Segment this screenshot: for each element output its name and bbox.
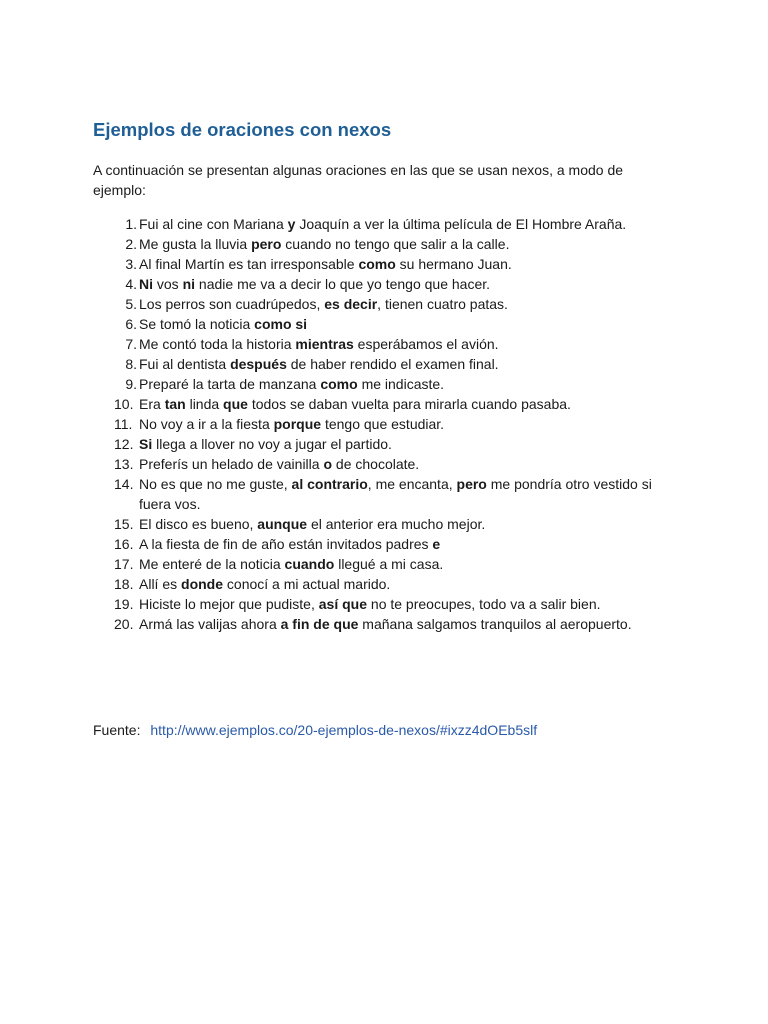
nexo-bold: como [320,376,358,392]
nexo-bold: a fin de que [280,616,359,632]
list-item-number: 6. [125,316,137,332]
list-item-number: 13. [114,456,134,472]
nexo-bold: porque [273,416,322,432]
list-item-number: 15. [114,516,134,532]
sentence-text: nadie me va a decir lo que yo tengo que hacer. [195,276,491,292]
sentence-text: conocí a mi actual marido. [223,576,391,592]
list-item [93,454,673,474]
list-item [93,294,673,314]
list-item-number: 14. [114,476,134,492]
nexo-bold: después [230,356,287,372]
nexo-bold: que [223,396,248,412]
sentence-text: no te preocupes, todo va a salir bien. [367,596,601,612]
nexo-bold: y [287,216,296,232]
sentence-text: vos [153,276,183,292]
sentence-text: Preferís un helado de vainilla [139,456,324,472]
sentence-text: Al final Martín es tan irresponsable [139,256,359,272]
nexo-bold: tan [164,396,186,412]
list-item [93,574,673,594]
source-link[interactable]: http://www.ejemplos.co/20-ejemplos-de-nexos/#ixzz4dOEb5slf [150,722,538,738]
nexo-bold: pero [251,236,282,252]
sentence-text: No voy a ir a la fiesta [139,416,274,432]
list-item-number: 2. [125,236,137,252]
sentence-text: tengo que estudiar. [321,416,445,432]
sentence-text: todos se daban vuelta para mirarla cuando pasaba. [247,396,571,412]
nexo-bold: como [358,256,396,272]
sentence-text: de haber rendido el examen final. [286,356,499,372]
nexo-bold: Ni [139,276,153,292]
list-item [93,214,673,234]
nexo-bold: aunque [257,516,308,532]
nexo-bold: donde [181,576,224,592]
nexo-bold: pero [456,476,487,492]
sentence-text: Preparé la tarta de manzana [139,376,321,392]
nexo-bold: Si [139,436,153,452]
nexo-bold: cuando [284,556,335,572]
list-item [93,614,673,634]
list-item [93,434,673,454]
sentence-text: Allí es [139,576,182,592]
intro-paragraph: A continuación se presentan algunas oraciones en las que se usan nexos, a modo de ejemplo: [93,162,624,198]
sentence-text: llegué a mi casa. [334,556,444,572]
sentence-text: Me enteré de la noticia [139,556,285,572]
nexo-bold: mientras [295,336,354,352]
sentence-text: , me encanta, [367,476,457,492]
list-item [93,554,673,574]
sentence-text: , tienen cuatro patas. [377,296,508,312]
sentence-text: Fui al dentista [139,356,231,372]
list-item [93,354,673,374]
list-item [93,374,673,394]
list-item [93,314,673,334]
list-item-number: 18. [114,576,134,592]
examples-list [93,214,673,634]
nexo-bold: así que [318,596,368,612]
sentence-text: mañana salgamos tranquilos al aeropuerto. [358,616,632,632]
sentence-text: llega a llover no voy a jugar el partido. [152,436,392,452]
sentence-text: me indicaste. [357,376,445,392]
document-body [93,118,673,634]
list-item-number: 12. [114,436,134,452]
list-item [93,334,673,354]
nexo-bold: o [323,456,333,472]
sentence-text: me pondría otro vestido si fuera vos. [139,476,652,512]
sentence-text: Me gusta la lluvia [139,236,252,252]
list-item-number: 7. [125,336,137,352]
list-item-number: 20. [114,616,134,632]
list-item [93,274,673,294]
nexo-bold: es decir [324,296,378,312]
list-item-number: 5. [125,296,137,312]
sentence-text: el anterior era mucho mejor. [307,516,486,532]
list-item-number: 4. [125,276,137,292]
list-item-number: 11. [114,416,133,432]
list-item-number: 3. [125,256,137,272]
sentence-text: A la fiesta de fin de año están invitados padres [139,536,433,552]
list-item-number: 17. [114,556,134,572]
list-item-number: 16. [114,536,134,552]
list-item [93,534,673,554]
list-item-number: 1. [125,216,137,232]
source-label: Fuente: [93,722,141,738]
list-item [93,474,673,514]
list-item-number: 10. [114,396,134,412]
sentence-text: linda [185,396,224,412]
sentence-text: No es que no me guste, [139,476,292,492]
list-item [93,254,673,274]
sentence-text: Era [139,396,165,412]
page-title: Ejemplos de oraciones con nexos [93,119,392,140]
sentence-text: cuando no tengo que salir a la calle. [281,236,510,252]
list-item [93,414,673,434]
sentence-text: El disco es bueno, [139,516,258,532]
list-item-number: 9. [125,376,137,392]
source-line [93,720,537,740]
nexo-bold: ni [182,276,196,292]
list-item-number: 8. [125,356,137,372]
nexo-bold: e [432,536,441,552]
list-item [93,394,673,414]
sentence-text: Los perros son cuadrúpedos, [139,296,325,312]
nexo-bold: al contrario [291,476,368,492]
list-item [93,234,673,254]
list-item [93,594,673,614]
sentence-text: de chocolate. [332,456,420,472]
list-item [93,514,673,534]
sentence-text: Armá las valijas ahora [139,616,281,632]
list-item-number: 19. [114,596,134,612]
sentence-text: Hiciste lo mejor que pudiste, [139,596,319,612]
sentence-text: Joaquín a ver la última película de El Hombre Araña. [295,216,627,232]
nexo-bold: como si [254,316,308,332]
sentence-text: Me contó toda la historia [139,336,296,352]
sentence-text: su hermano Juan. [395,256,512,272]
sentence-text: esperábamos el avión. [353,336,499,352]
sentence-text: Fui al cine con Mariana [139,216,288,232]
sentence-text: Se tomó la noticia [139,316,255,332]
